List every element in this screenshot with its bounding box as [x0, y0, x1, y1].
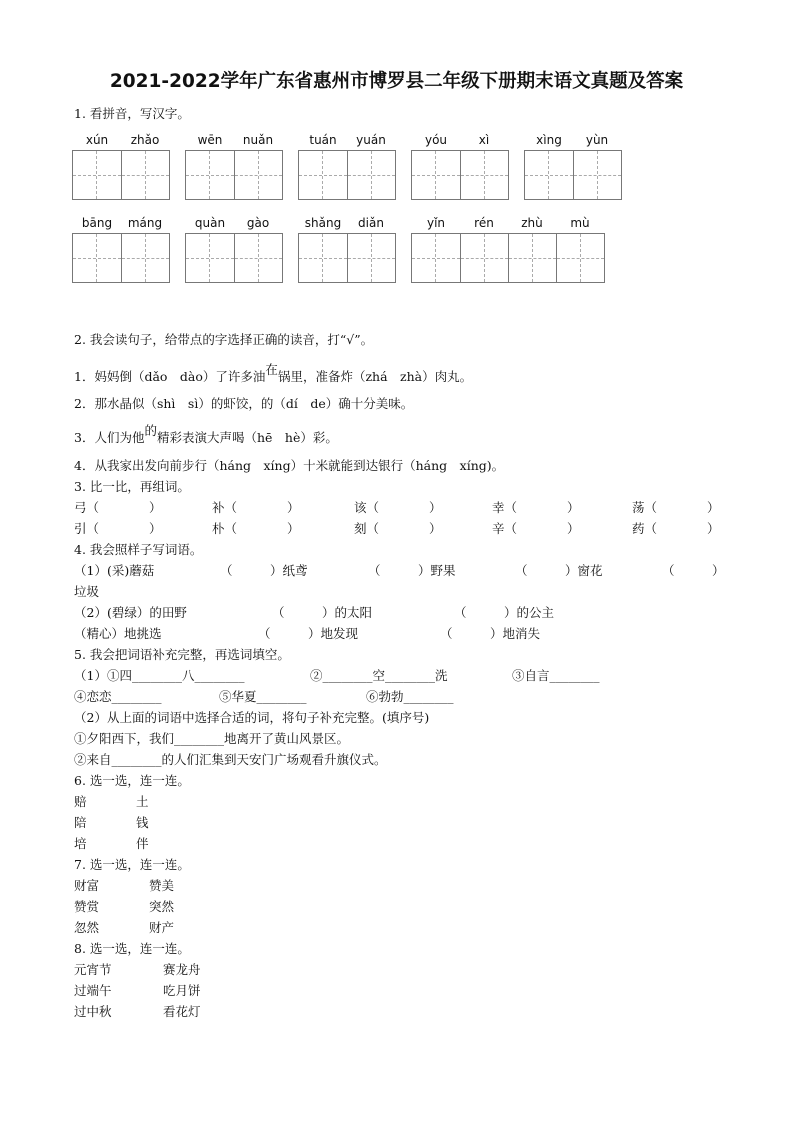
match-left-item: 赔: [74, 794, 87, 809]
q2-sentence-4: 4．从我家出发向前步行（háng xíng）十米就能到达银行（háng xíng)。: [74, 458, 505, 473]
q3-item: 引（ ）: [74, 521, 162, 536]
q3-heading: 3. 比一比，再组词。: [74, 479, 190, 494]
cell-guide-vertical: [209, 151, 210, 199]
match-right-item: 伴: [136, 836, 149, 851]
q3-item: 荡（ ）: [632, 500, 720, 515]
writing-cell[interactable]: [73, 234, 121, 282]
q4-item: （ ）地消失: [440, 626, 541, 641]
writing-cell[interactable]: [121, 234, 169, 282]
cell-guide-vertical: [371, 234, 372, 282]
q5-idiom: ④恋恋________: [74, 689, 162, 704]
pinyin-label: xìng: [536, 133, 562, 147]
match-left-item: 培: [74, 836, 87, 851]
q4-item: （ ）窗花: [515, 563, 603, 578]
pinyin-label: bāng: [81, 216, 113, 230]
q4-item: （2）(碧绿）的田野: [74, 605, 187, 620]
q5-sentence: ②来自________的人们汇集到天安门广场观看升旗仪式。: [74, 752, 387, 767]
cell-guide-vertical: [597, 151, 598, 199]
q2-sentence-2: 2．那水晶似（shì sì）的虾饺，的（dí de）确十分美味。: [74, 396, 414, 411]
writing-cell[interactable]: [508, 234, 556, 282]
writing-box[interactable]: [298, 150, 396, 200]
cell-guide-horizontal: [73, 258, 121, 259]
match-right-item: 看花灯: [163, 1004, 201, 1019]
writing-cell[interactable]: [460, 151, 508, 199]
q4-item: （ ）纸鸢: [220, 563, 308, 578]
pinyin-label: xì: [478, 133, 490, 147]
match-right-item: 赛龙舟: [163, 962, 201, 977]
writing-cell[interactable]: [347, 234, 395, 282]
q2-sentence-3-part-a: 3．人们为他: [74, 430, 145, 445]
q3-item: 刻（ ）: [354, 521, 442, 536]
match-left-item: 财富: [74, 878, 100, 893]
cell-guide-vertical: [484, 151, 485, 199]
writing-cell[interactable]: [573, 151, 621, 199]
q2-sentence-1-part-a: 1．妈妈倒（dǎo dào）了许多油: [74, 369, 266, 384]
pinyin-label: shǎng: [304, 216, 342, 230]
pinyin-label: mù: [570, 216, 590, 230]
q5-subheading: （2）从上面的词语中选择合适的词，将句子补充完整。(填序号): [74, 710, 430, 725]
match-right-item: 土: [136, 794, 149, 809]
pinyin-label: gào: [246, 216, 270, 230]
cell-guide-vertical: [435, 234, 436, 282]
q1-heading: 1. 看拼音，写汉字。: [74, 106, 190, 121]
q4-item: （ ）的太阳: [272, 605, 373, 620]
writing-cell[interactable]: [412, 151, 460, 199]
cell-guide-vertical: [580, 234, 581, 282]
q4-item: （ ）地发现: [258, 626, 359, 641]
writing-box[interactable]: [411, 233, 605, 283]
pinyin-label: diǎn: [358, 216, 384, 230]
pinyin-label: quàn: [194, 216, 226, 230]
cell-guide-vertical: [145, 234, 146, 282]
pinyin-label: rén: [474, 216, 494, 230]
writing-cell[interactable]: [412, 234, 460, 282]
q2-sentence-1-part-c: 锅里，准备炸（zhá zhà）肉丸。: [277, 369, 473, 384]
q5-idiom: （1）①四________八________: [74, 668, 245, 683]
cell-guide-horizontal: [299, 258, 347, 259]
cell-guide-horizontal: [412, 258, 460, 259]
writing-cell[interactable]: [121, 151, 169, 199]
cell-guide-vertical: [258, 151, 259, 199]
q8-heading: 8. 选一选，连一连。: [74, 941, 190, 956]
q3-item: 朴（ ）: [212, 521, 300, 536]
q3-item: 弓（ ）: [74, 500, 162, 515]
writing-box[interactable]: [185, 150, 283, 200]
cell-guide-horizontal: [73, 175, 121, 176]
match-left-item: 忽然: [74, 920, 100, 935]
cell-guide-vertical: [96, 234, 97, 282]
cell-guide-vertical: [322, 234, 323, 282]
q3-item: 辛（ ）: [492, 521, 580, 536]
cell-guide-vertical: [322, 151, 323, 199]
cell-guide-vertical: [145, 151, 146, 199]
q2-sentence-1: [74, 362, 473, 385]
q5-idiom: ⑤华夏________: [219, 689, 307, 704]
writing-cell[interactable]: [234, 151, 282, 199]
cell-guide-vertical: [371, 151, 372, 199]
q2-sentence-3-part-c: 精彩表演大声喝（hē hè）彩。: [156, 430, 338, 445]
writing-cell[interactable]: [299, 151, 347, 199]
pinyin-label: tuán: [309, 133, 337, 147]
q4-item: （1）(采)蘑菇: [74, 563, 155, 578]
document-title: 2021-2022学年广东省惠州市博罗县二年级下册期末语文真题及答案: [109, 71, 684, 92]
q4-item: 垃圾: [74, 584, 100, 599]
pinyin-label: wēn: [197, 133, 223, 147]
writing-box[interactable]: [72, 233, 170, 283]
pinyin-label: zhù: [521, 216, 543, 230]
match-right-item: 钱: [136, 815, 149, 830]
cell-guide-vertical: [209, 234, 210, 282]
pinyin-label: zhǎo: [130, 133, 160, 147]
pinyin-label: máng: [127, 216, 163, 230]
pinyin-label: yóu: [424, 133, 448, 147]
match-right-item: 吃月饼: [163, 983, 201, 998]
q4-item: （ ）野果: [368, 563, 456, 578]
writing-cell[interactable]: [186, 151, 234, 199]
q5-sentence: ①夕阳西下，我们________地离开了黄山风景区。: [74, 731, 350, 746]
writing-box[interactable]: [524, 150, 622, 200]
q3-item: 药（ ）: [632, 521, 720, 536]
cell-guide-vertical: [258, 234, 259, 282]
match-right-item: 突然: [149, 899, 175, 914]
pinyin-label: yuán: [356, 133, 386, 147]
cell-guide-horizontal: [186, 258, 234, 259]
q3-item: 该（ ）: [354, 500, 442, 515]
q4-heading: 4. 我会照样子写词语。: [74, 542, 203, 557]
cell-guide-horizontal: [299, 175, 347, 176]
pinyin-label: nuǎn: [242, 133, 274, 147]
pinyin-label: xún: [85, 133, 109, 147]
q2-sentence-1-dotted-char: 在: [265, 362, 278, 377]
match-left-item: 过端午: [74, 983, 112, 998]
q2-sentence-3: [74, 423, 338, 446]
q5-idiom: ②________空________洗: [310, 668, 448, 683]
cell-guide-horizontal: [186, 175, 234, 176]
q5-heading: 5. 我会把词语补充完整，再选词填空。: [74, 647, 290, 662]
q3-item: 补（ ）: [212, 500, 300, 515]
q3-item: 幸（ ）: [492, 500, 580, 515]
writing-box[interactable]: [72, 150, 170, 200]
cell-guide-vertical: [532, 234, 533, 282]
match-left-item: 过中秋: [74, 1004, 112, 1019]
match-right-item: 财产: [149, 920, 175, 935]
writing-cell[interactable]: [73, 151, 121, 199]
q4-item: （精心）地挑选: [74, 626, 162, 641]
cell-guide-vertical: [435, 151, 436, 199]
q4-item: （ ）的公主: [454, 605, 555, 620]
writing-cell[interactable]: [299, 234, 347, 282]
writing-cell[interactable]: [556, 234, 604, 282]
writing-box[interactable]: [298, 233, 396, 283]
pinyin-label: yǐn: [426, 216, 446, 230]
writing-cell[interactable]: [347, 151, 395, 199]
q2-sentence-3-dotted-char: 的: [144, 423, 157, 438]
writing-cell[interactable]: [234, 234, 282, 282]
writing-cell[interactable]: [186, 234, 234, 282]
q6-heading: 6. 选一选，连一连。: [74, 773, 190, 788]
cell-guide-vertical: [484, 234, 485, 282]
writing-cell[interactable]: [460, 234, 508, 282]
q5-idiom: ⑥勃勃________: [366, 689, 454, 704]
q7-heading: 7. 选一选，连一连。: [74, 857, 190, 872]
match-left-item: 赞赏: [74, 899, 100, 914]
writing-box[interactable]: [185, 233, 283, 283]
match-right-item: 赞美: [149, 878, 175, 893]
match-left-item: 元宵节: [74, 962, 112, 977]
writing-box[interactable]: [411, 150, 509, 200]
cell-guide-horizontal: [525, 175, 573, 176]
cell-guide-horizontal: [412, 175, 460, 176]
match-left-item: 陪: [74, 815, 87, 830]
cell-guide-vertical: [548, 151, 549, 199]
writing-cell[interactable]: [525, 151, 573, 199]
q2-heading: 2. 我会读句子，给带点的字选择正确的读音，打“√”。: [74, 332, 374, 347]
cell-guide-vertical: [96, 151, 97, 199]
q5-idiom: ③自言________: [512, 668, 600, 683]
pinyin-label: yùn: [585, 133, 609, 147]
q4-item: （ ）: [662, 563, 725, 578]
